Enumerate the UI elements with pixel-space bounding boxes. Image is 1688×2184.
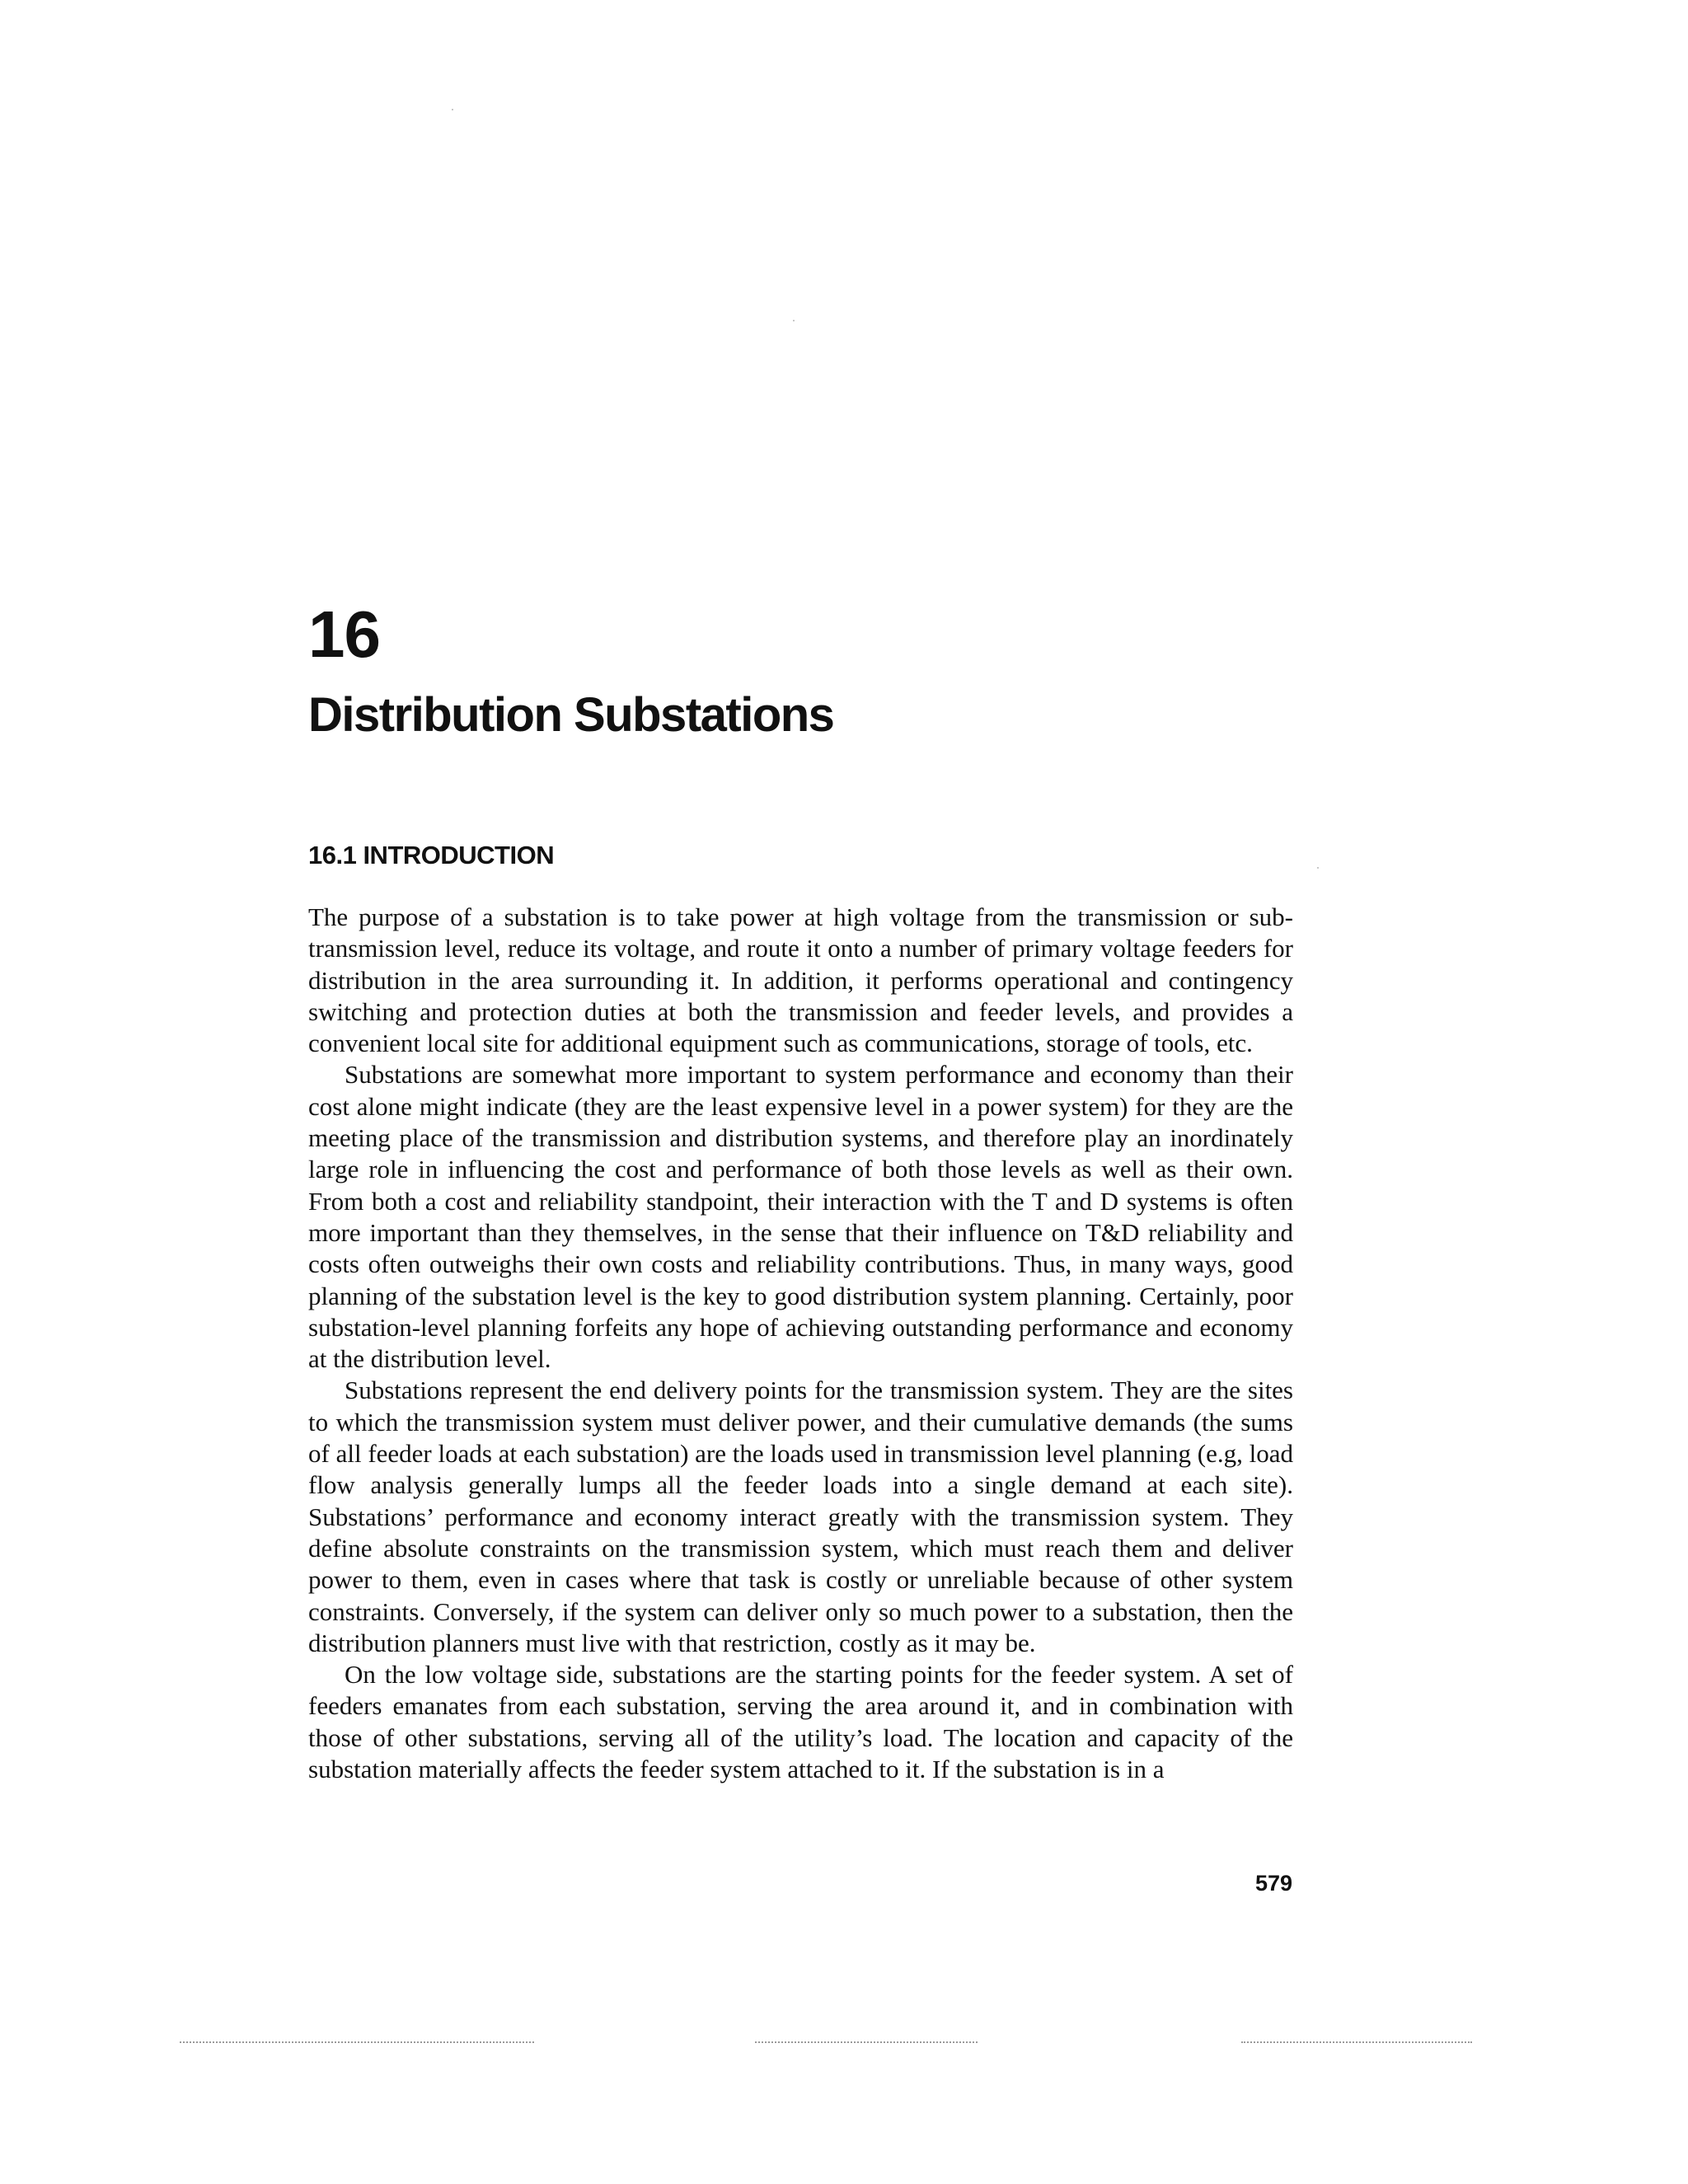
page-number: 579 [1254,1871,1292,1896]
section-heading: 16.1 INTRODUCTION [308,841,555,869]
paragraph: Substations are somewhat more important to system performance and economy than their cost alone might indicate (they are the least expensive level in a power system) for they are the meeting place of the transmission and distribution systems, and therefore play an inordinately large role in influencing the cost and performance of both those levels as well as their own. From both a cost and reliability standpoint, their interaction with the T and D systems is often more important than they themselves, in the sense that their influence on T&D reliability and costs often outweighs their own costs and reliability contributions. Thus, in many ways, good planning of the substation level is the key to good distribution system planning. Certainly, poor substation-level planning forfeits any hope of achieving outstanding performance and economy at the distribution level. [308,1060,1293,1374]
scan-speck [793,320,795,321]
paragraph: The purpose of a substation is to take power at high voltage from the transmission or sub-transmission level, reduce its voltage, and route it onto a number of primary voltage feeders for distribution in the area surrounding it. In addition, it performs operational and contingency switching and protection duties at both the transmission and feeder levels, and provides a convenient local site for additional equipment such as communications, storage of tools, etc. [308,902,1293,1058]
paragraph: Substations represent the end delivery points for the transmission system. They are the sites to which the transmission system must deliver power, and their cumulative demands (the sums of all feeder loads at each substation) are the loads used in transmission level planning (e.g, load flow analysis generally lumps all the feeder loads into a single demand at each site). Substations’ performance and economy interact greatly with the transmission system. They define absolute constraints on the transmission system, which must reach them and deliver power to them, even in cases where that task is costly or unreliable because of other system constraints. Conversely, if the system can deliver only so much power to a substation, then the distribution planners must live with that restriction, costly as it may be. [308,1376,1293,1657]
scan-artifact-line [1241,2041,1472,2043]
chapter-title: Distribution Substations [308,688,834,742]
scan-speck [452,109,453,110]
scan-artifact-line [755,2041,978,2043]
chapter-number: 16 [308,598,380,671]
body-text [308,902,1293,1785]
paragraph: On the low voltage side, substations are the starting points for the feeder system. A set of feeders emanates from each substation, serving the area around it, and in combination with those of other substations, serving all of the utility’s load. The location and capacity of the substation materially affects the feeder system attached to it. If the substation is in a [308,1660,1293,1784]
scan-artifact-line [180,2041,534,2043]
scan-speck [1317,867,1319,869]
